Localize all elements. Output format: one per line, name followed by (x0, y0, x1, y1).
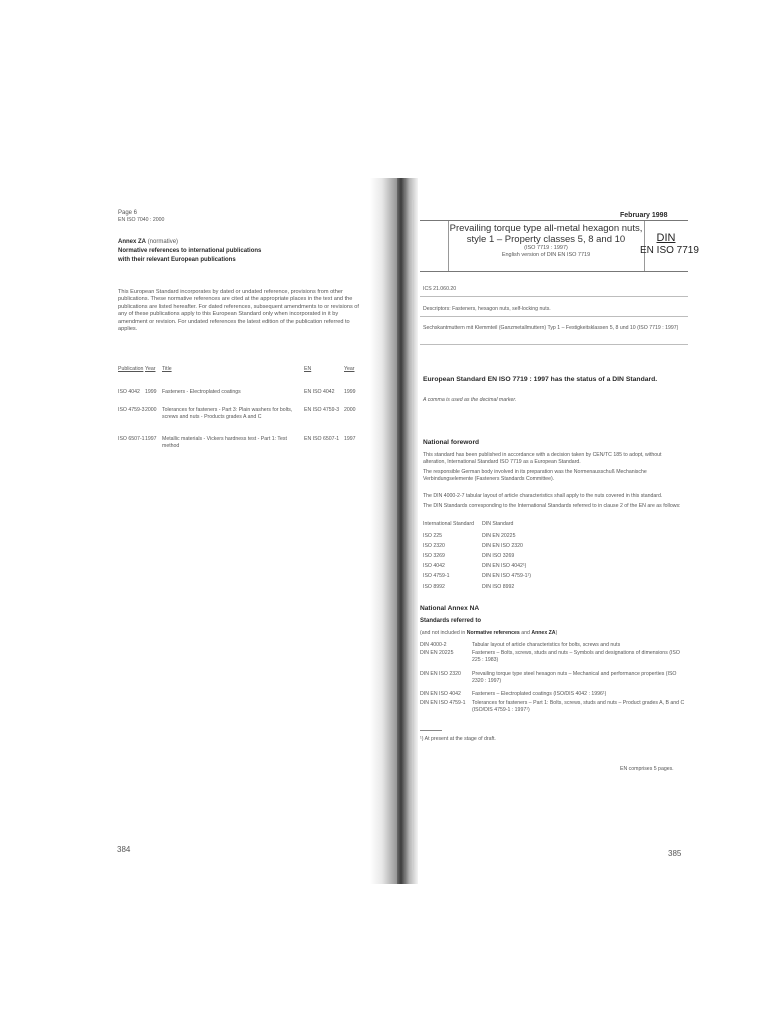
table-row (118, 389, 362, 403)
corr-iso: ISO 8992 (423, 584, 445, 590)
table-row (423, 573, 623, 582)
annex-za-note: (normative) (147, 239, 179, 245)
book-gutter-shadow (370, 178, 418, 884)
correspondence-table (423, 521, 623, 531)
na-code: DIN EN 20225 (420, 650, 454, 656)
corr-din: DIN EN 20225 (482, 533, 516, 539)
divider (420, 316, 688, 317)
col-title: Title (162, 366, 172, 372)
annex-na-heading: National Annex NA (420, 605, 480, 612)
corr-iso: ISO 3269 (423, 553, 445, 559)
table-row (423, 553, 623, 562)
not-included-note (420, 630, 557, 637)
table-row (423, 584, 623, 593)
table-row (420, 650, 688, 666)
corr-din: DIN EN ISO 4042¹) (482, 563, 527, 569)
ics-code: ICS 21.060.20 (423, 286, 457, 292)
standard-number: EN ISO 7719 (640, 245, 699, 256)
corr-din: DIN EN ISO 2320 (482, 543, 523, 549)
row-title: Metallic materials - Vickers hardness test - Part 1: Test method (162, 436, 287, 449)
na-text: Fasteners – Electroplated coatings (ISO/DIS 4042 : 1996¹) (472, 691, 607, 697)
note-annex-za: Annex ZA (531, 630, 556, 636)
row-en-year: 1997 (344, 436, 356, 442)
row-publication: ISO 4042 (118, 389, 140, 395)
foreword-heading: National foreword (423, 439, 480, 446)
table-row (118, 407, 362, 425)
foreword-paragraph-2: The responsible German body involved in its preparation was the Normenausschuß Mechanische Verbindungselemente (Fasteners Standards Committee). (423, 469, 647, 482)
annex-za-title (118, 238, 178, 246)
annex-heading-2: with their relevant European publications (118, 257, 236, 263)
row-en-year: 1999 (344, 389, 356, 395)
corr-iso: ISO 4042 (423, 563, 445, 569)
note-prefix: (and not included in (420, 630, 467, 636)
table-row (420, 642, 688, 650)
note-suffix: ) (555, 630, 558, 636)
table-row (420, 691, 688, 699)
header-logo-cell (640, 221, 699, 271)
table-row (420, 700, 688, 716)
corr-din: DIN ISO 8992 (482, 584, 515, 590)
na-text: Fasteners – Bolts, screws, studs and nuts – Symbols and designations of dimensions (ISO 225 : 1983) (472, 650, 680, 663)
standards-referred-heading: Standards referred to (420, 618, 482, 624)
note-and: and (519, 630, 532, 636)
annex-heading-1: Normative references to international publications (118, 248, 262, 254)
na-text: Tolerances for fasteners – Part 1: Bolts, screws, studs and nuts – Product grades A, B and C (ISO/DIS 4759-1 : 1997¹) (472, 700, 685, 713)
german-title: Sechskantmuttern mit Klemmteil (Ganzmetallmuttern) Typ 1 – Festigkeitsklassen 5, 8 und 10 (ISO 7719 : 1997) (423, 325, 679, 331)
header-title-2: style 1 – Property classes 5, 8 and 10 (466, 234, 626, 245)
header-title-cell (448, 221, 645, 271)
left-page-number: 384 (117, 845, 131, 854)
intro-paragraph: This European Standard incorporates by dated or undated reference, provisions from other publications. These normative references are cited at the appropriate places in the text and the publications are listed hereafter. For dated references, subsequent amendments to or revisions of any of these publications apply to this European Standard only when incorporated in it by amendment or revision. For undated references the latest edition of the publication referred to applies. (118, 289, 359, 333)
footnote-rule (420, 730, 442, 731)
row-en: EN ISO 6507-1 (304, 436, 340, 442)
table-row (118, 436, 362, 454)
col-en-year: Year (344, 366, 355, 372)
pages-note: EN comprises 5 pages. (620, 766, 674, 772)
left-page-label: Page 6 (118, 210, 138, 216)
na-code: DIN EN ISO 4759-1 (420, 700, 466, 706)
corr-iso: ISO 225 (423, 533, 443, 539)
table-row (423, 543, 623, 552)
footnote: ¹) At present at the stage of draft. (420, 736, 496, 742)
annex-za-label: Annex ZA (118, 239, 147, 245)
references-table (118, 366, 362, 376)
left-doc-ref: EN ISO 7040 : 2000 (118, 217, 165, 223)
foreword-paragraph-4: The DIN Standards corresponding to the International Standards referred to in clause 2 of the EN are as follows: (423, 503, 681, 509)
col-year: Year (145, 366, 156, 372)
corr-iso: ISO 2320 (423, 543, 445, 549)
na-code: DIN EN ISO 2320 (420, 671, 461, 677)
na-text: Tabular layout of article characteristics for bolts, screws and nuts (472, 642, 621, 648)
corr-header-international: International Standard (423, 521, 475, 527)
din-logo: DIN (656, 232, 676, 244)
corr-iso: ISO 4759-1 (423, 573, 450, 579)
descriptors: Descriptors: Fasteners, hexagon nuts, self-locking nuts. (423, 306, 551, 312)
col-publication: Publication (118, 366, 144, 372)
row-en: EN ISO 4042 (304, 389, 335, 395)
foreword-paragraph-3: The DIN 4000-2-7 tabular layout of article characteristics shall apply to the nuts covered in this standard. (423, 493, 663, 499)
table-row (423, 533, 623, 542)
right-page-number: 385 (668, 849, 682, 858)
table-row (423, 563, 623, 572)
header-title-1: Prevailing torque type all-metal hexagon nuts, (449, 223, 643, 234)
book-spine-fold (397, 178, 405, 884)
row-year: 1999 (145, 389, 157, 395)
decimal-note: A comma is used as the decimal marker. (423, 397, 517, 403)
publication-date: February 1998 (620, 212, 668, 219)
divider (420, 296, 688, 297)
col-en: EN (304, 366, 312, 372)
na-code: DIN 4000-2 (420, 642, 447, 648)
divider (420, 344, 688, 345)
row-publication: ISO 4759-3 (118, 407, 145, 413)
row-year: 2000 (145, 407, 157, 413)
corr-din: DIN EN ISO 4759-1¹) (482, 573, 532, 579)
corr-din: DIN ISO 3269 (482, 553, 515, 559)
standard-header-box (420, 220, 699, 272)
corr-header-din: DIN Standard (482, 521, 514, 527)
row-en: EN ISO 4759-3 (304, 407, 340, 413)
row-en-year: 2000 (344, 407, 356, 413)
na-code: DIN EN ISO 4042 (420, 691, 461, 697)
header-english: English version of DIN EN ISO 7719 (501, 252, 591, 258)
note-normative-refs: Normative references (466, 630, 520, 636)
row-title: Tolerances for fasteners - Part 3: Plain washers for bolts, screws and nuts - Products grades A and C (162, 407, 293, 420)
row-publication: ISO 6507-1 (118, 436, 145, 442)
foreword-paragraph-1: This standard has been published in accordance with a decision taken by CEN/TC 185 to adopt, without alteration, International Standard ISO 7719 as a European Standard. (423, 452, 662, 465)
right-page-edge (412, 200, 414, 870)
row-year: 1997 (145, 436, 157, 442)
na-text: Prevailing torque type steel hexagon nuts – Mechanical and performance properties (ISO 2320 : 1997) (472, 671, 677, 684)
table-row (420, 671, 688, 687)
status-heading: European Standard EN ISO 7719 : 1997 has the status of a DIN Standard. (423, 376, 658, 383)
row-title: Fasteners - Electroplated coatings (162, 389, 241, 395)
header-iso: (ISO 7719 : 1997) (524, 245, 568, 251)
header-left-cell (420, 221, 449, 271)
